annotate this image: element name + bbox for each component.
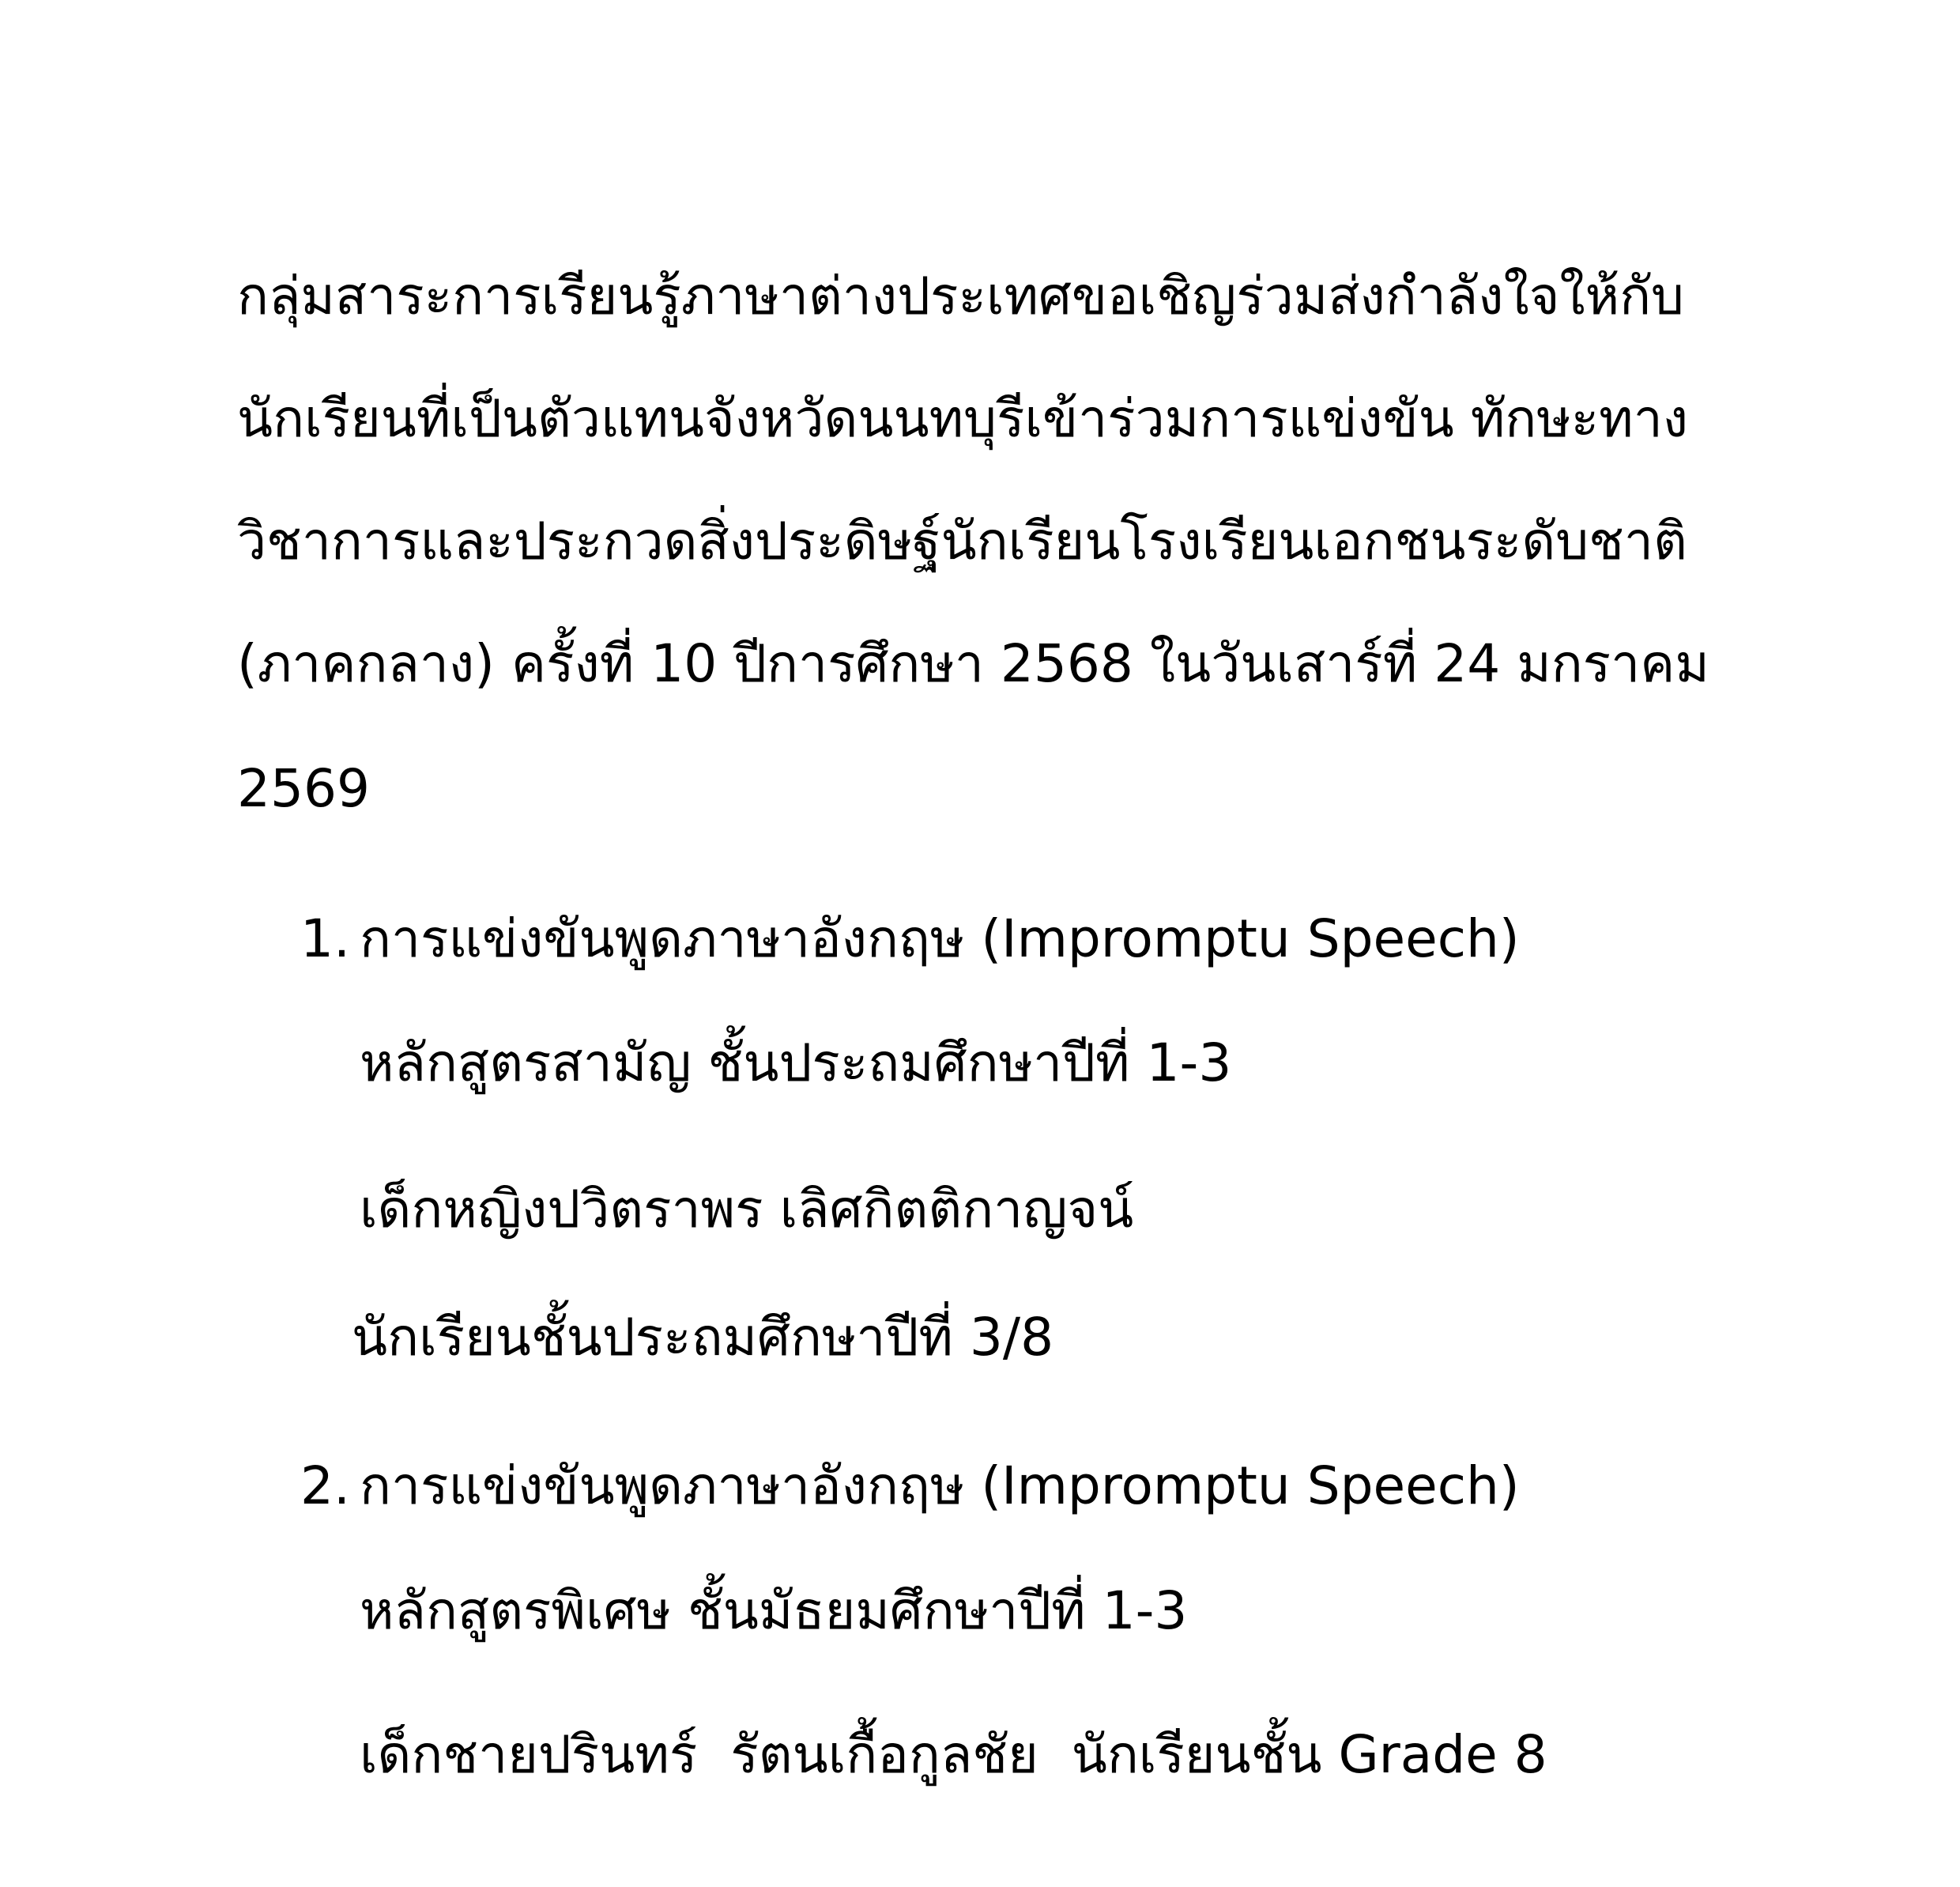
competition-title: การแข่งขันพูดภาษาอังกฤษ (Impromptu Speech) (360, 908, 1520, 969)
student-name: เด็กหญิงปวิตราพร เลิศกิตติกาญจน์ (360, 1179, 1134, 1240)
list-item-number: 1. (300, 908, 350, 969)
intro-line: (ภาคกลาง) ครั้งที่ 10 ปีการศึกษา 2568 ในวันเสาร์ที่ 24 มกราคม (237, 633, 1709, 694)
competition-level: หลักสูตรสามัญ ชั้นประถมศึกษาปีที่ 1-3 (360, 1032, 1232, 1093)
list-item-number: 2. (300, 1455, 350, 1516)
competition-level: หลักสูตรพิเศษ ชั้นมัธยมศึกษาปีที่ 1-3 (360, 1580, 1188, 1641)
intro-line: นักเรียนที่เป็นตัวแทนจังหวัดนนทบุรีเข้าร่วมการแข่งขัน ทักษะทาง (237, 388, 1688, 449)
intro-line: 2569 (237, 758, 370, 819)
student-line: เด็กชายปรินทร์ รัตนเกื้อกูลชัย นักเรียนชั้น Grade 8 (360, 1724, 1547, 1785)
intro-line: กลุ่มสาระการเรียนรู้ภาษาต่างประเทศขอเชิญร่วมส่งกำลังใจให้กับ (237, 266, 1684, 326)
student-class: นักเรียนชั้นประถมศึกษาปีที่ 3/8 (352, 1307, 1054, 1368)
competition-title: การแข่งขันพูดภาษาอังกฤษ (Impromptu Speech) (360, 1455, 1520, 1516)
intro-line: วิชาการและประกวดสิ่งประดิษฐ์นักเรียนโรงเรียนเอกชนระดับชาติ (237, 511, 1687, 572)
